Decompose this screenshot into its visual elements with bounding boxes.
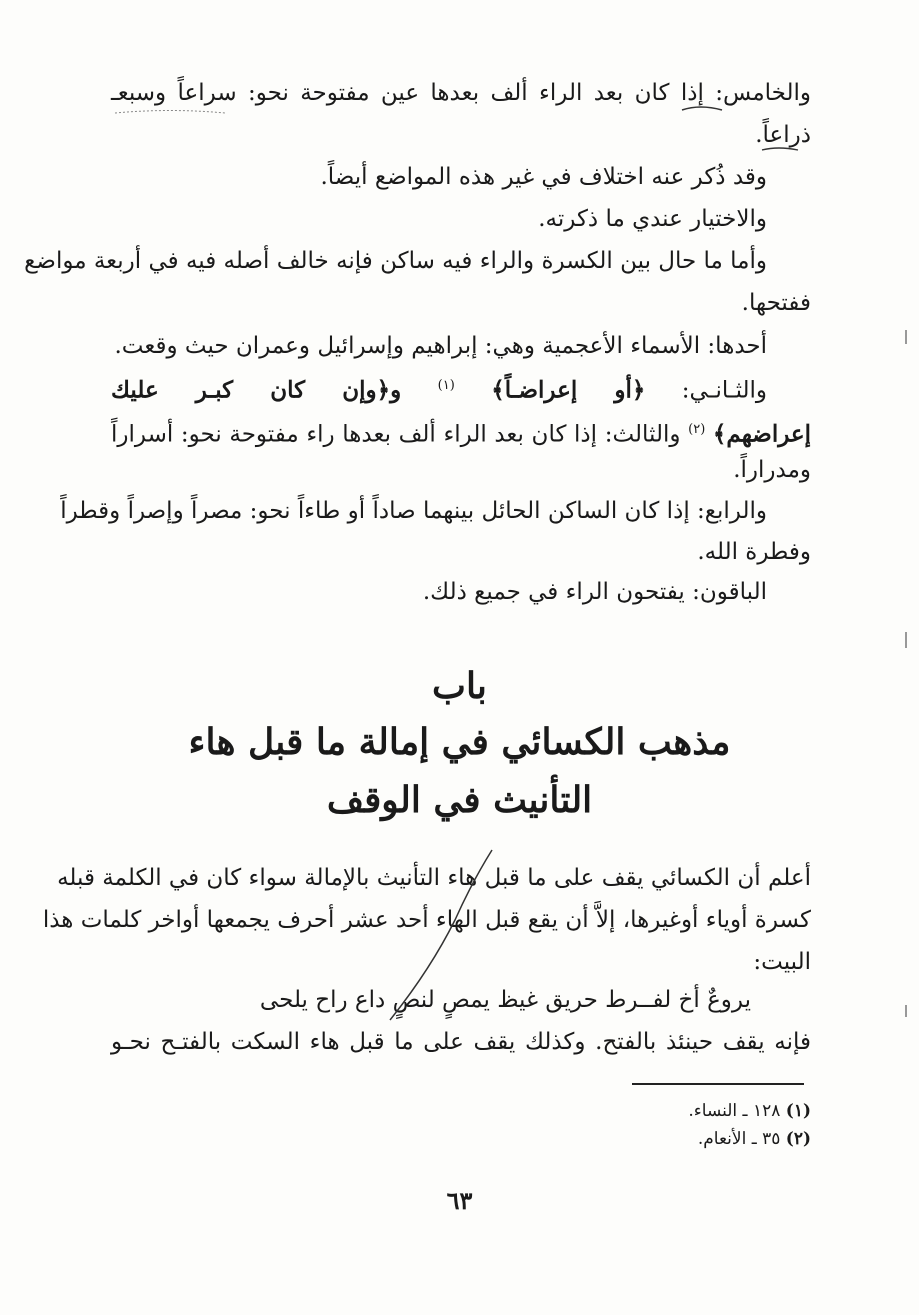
pen-stroke — [390, 850, 492, 1020]
chapter-label: باب — [432, 665, 487, 707]
text-line-13: الباقون: يفتحون الراء في جميع ذلك. — [422, 579, 767, 605]
page-number: ٦٣ — [446, 1186, 473, 1215]
footnote-number: (١) — [785, 1101, 811, 1121]
footnote-number: (٢) — [785, 1129, 811, 1149]
footnote-text: ١٢٨ ـ النساء. — [688, 1101, 781, 1121]
text-line-4: والاختيار عندي ما ذكرته. — [538, 206, 767, 232]
text-line-7: أحدها: الأسماء الأعجمية وهي: إبراهيم وإسرائيل وعمران حيث وقعت. — [114, 333, 767, 359]
poetry-verse: يروعٌ أخ لفــرط حريق غيظ يمصٍ لنصٍ داع راح يلحى — [259, 987, 751, 1013]
underline-stroke — [762, 148, 798, 150]
text-line-11: والرابع: إذا كان الساكن الحائل بينهما صاداً أو طاءاً نحو: مصراً وإصراً وقطراً — [60, 498, 767, 524]
text-line-10: ومدراراً. — [733, 457, 811, 483]
paragraph-line-2: كسرة أوياء أوغيرها، إلاَّ أن يقع قبل الهاء أحد عشر أحرف يجمعها أواخر كلمات هذا — [42, 907, 811, 933]
quran-quote-1: ﴿أو إعراضـاً﴾ — [491, 376, 646, 404]
paragraph-line-4: فإنه يقف حينئذ بالفتح. وكذلك يقف على ما قبل هاء السكت بالفتـح نحـو — [111, 1029, 811, 1055]
footnote-text: ٣٥ ـ الأنعام. — [697, 1129, 781, 1149]
text-line-1: والخامس: إذا كان بعد الراء ألف بعدها عين مفتوحة نحو: سراعاً وسبعـ — [111, 80, 811, 106]
underline-stroke — [682, 107, 722, 110]
item-two-label: والثـانـي: — [681, 377, 768, 404]
item-three-text: والثالث: إذا كان بعد الراء ألف بعدها راء مفتوحة نحو: أسراراً — [111, 421, 681, 448]
underline-stroke — [115, 111, 225, 114]
quran-quote-2-end: إعراضهم﴾ — [712, 420, 812, 448]
text-line-6: ففتحها. — [741, 290, 811, 316]
text-line-5: وأما ما حال بين الكسرة والراء فيه ساكن فإنه خالف أصله فيه في أربعة مواضع — [24, 248, 767, 274]
footnote-ref-1: (١) — [437, 378, 455, 393]
text-line-2: ذراعاً. — [755, 122, 811, 148]
chapter-title-line-1: مذهب الكسائي في إمالة ما قبل هاء — [188, 721, 731, 763]
paragraph-line-3: البيت: — [753, 949, 811, 975]
chapter-title-line-2: التأنيث في الوقف — [326, 779, 593, 821]
footnote-ref-2: (٢) — [688, 422, 706, 437]
text-line-12: وفطرة الله. — [697, 539, 811, 565]
quran-quote-2-start: و﴿وإن كان كبـر عليك — [111, 376, 402, 404]
paragraph-line-1: أعلم أن الكسائي يقف على ما قبل هاء التأنيث بالإمالة سواء كان في الكلمة قبله — [57, 865, 811, 891]
text-line-3: وقد ذُكر عنه اختلاف في غير هذه المواضع أيضاً. — [320, 164, 767, 190]
